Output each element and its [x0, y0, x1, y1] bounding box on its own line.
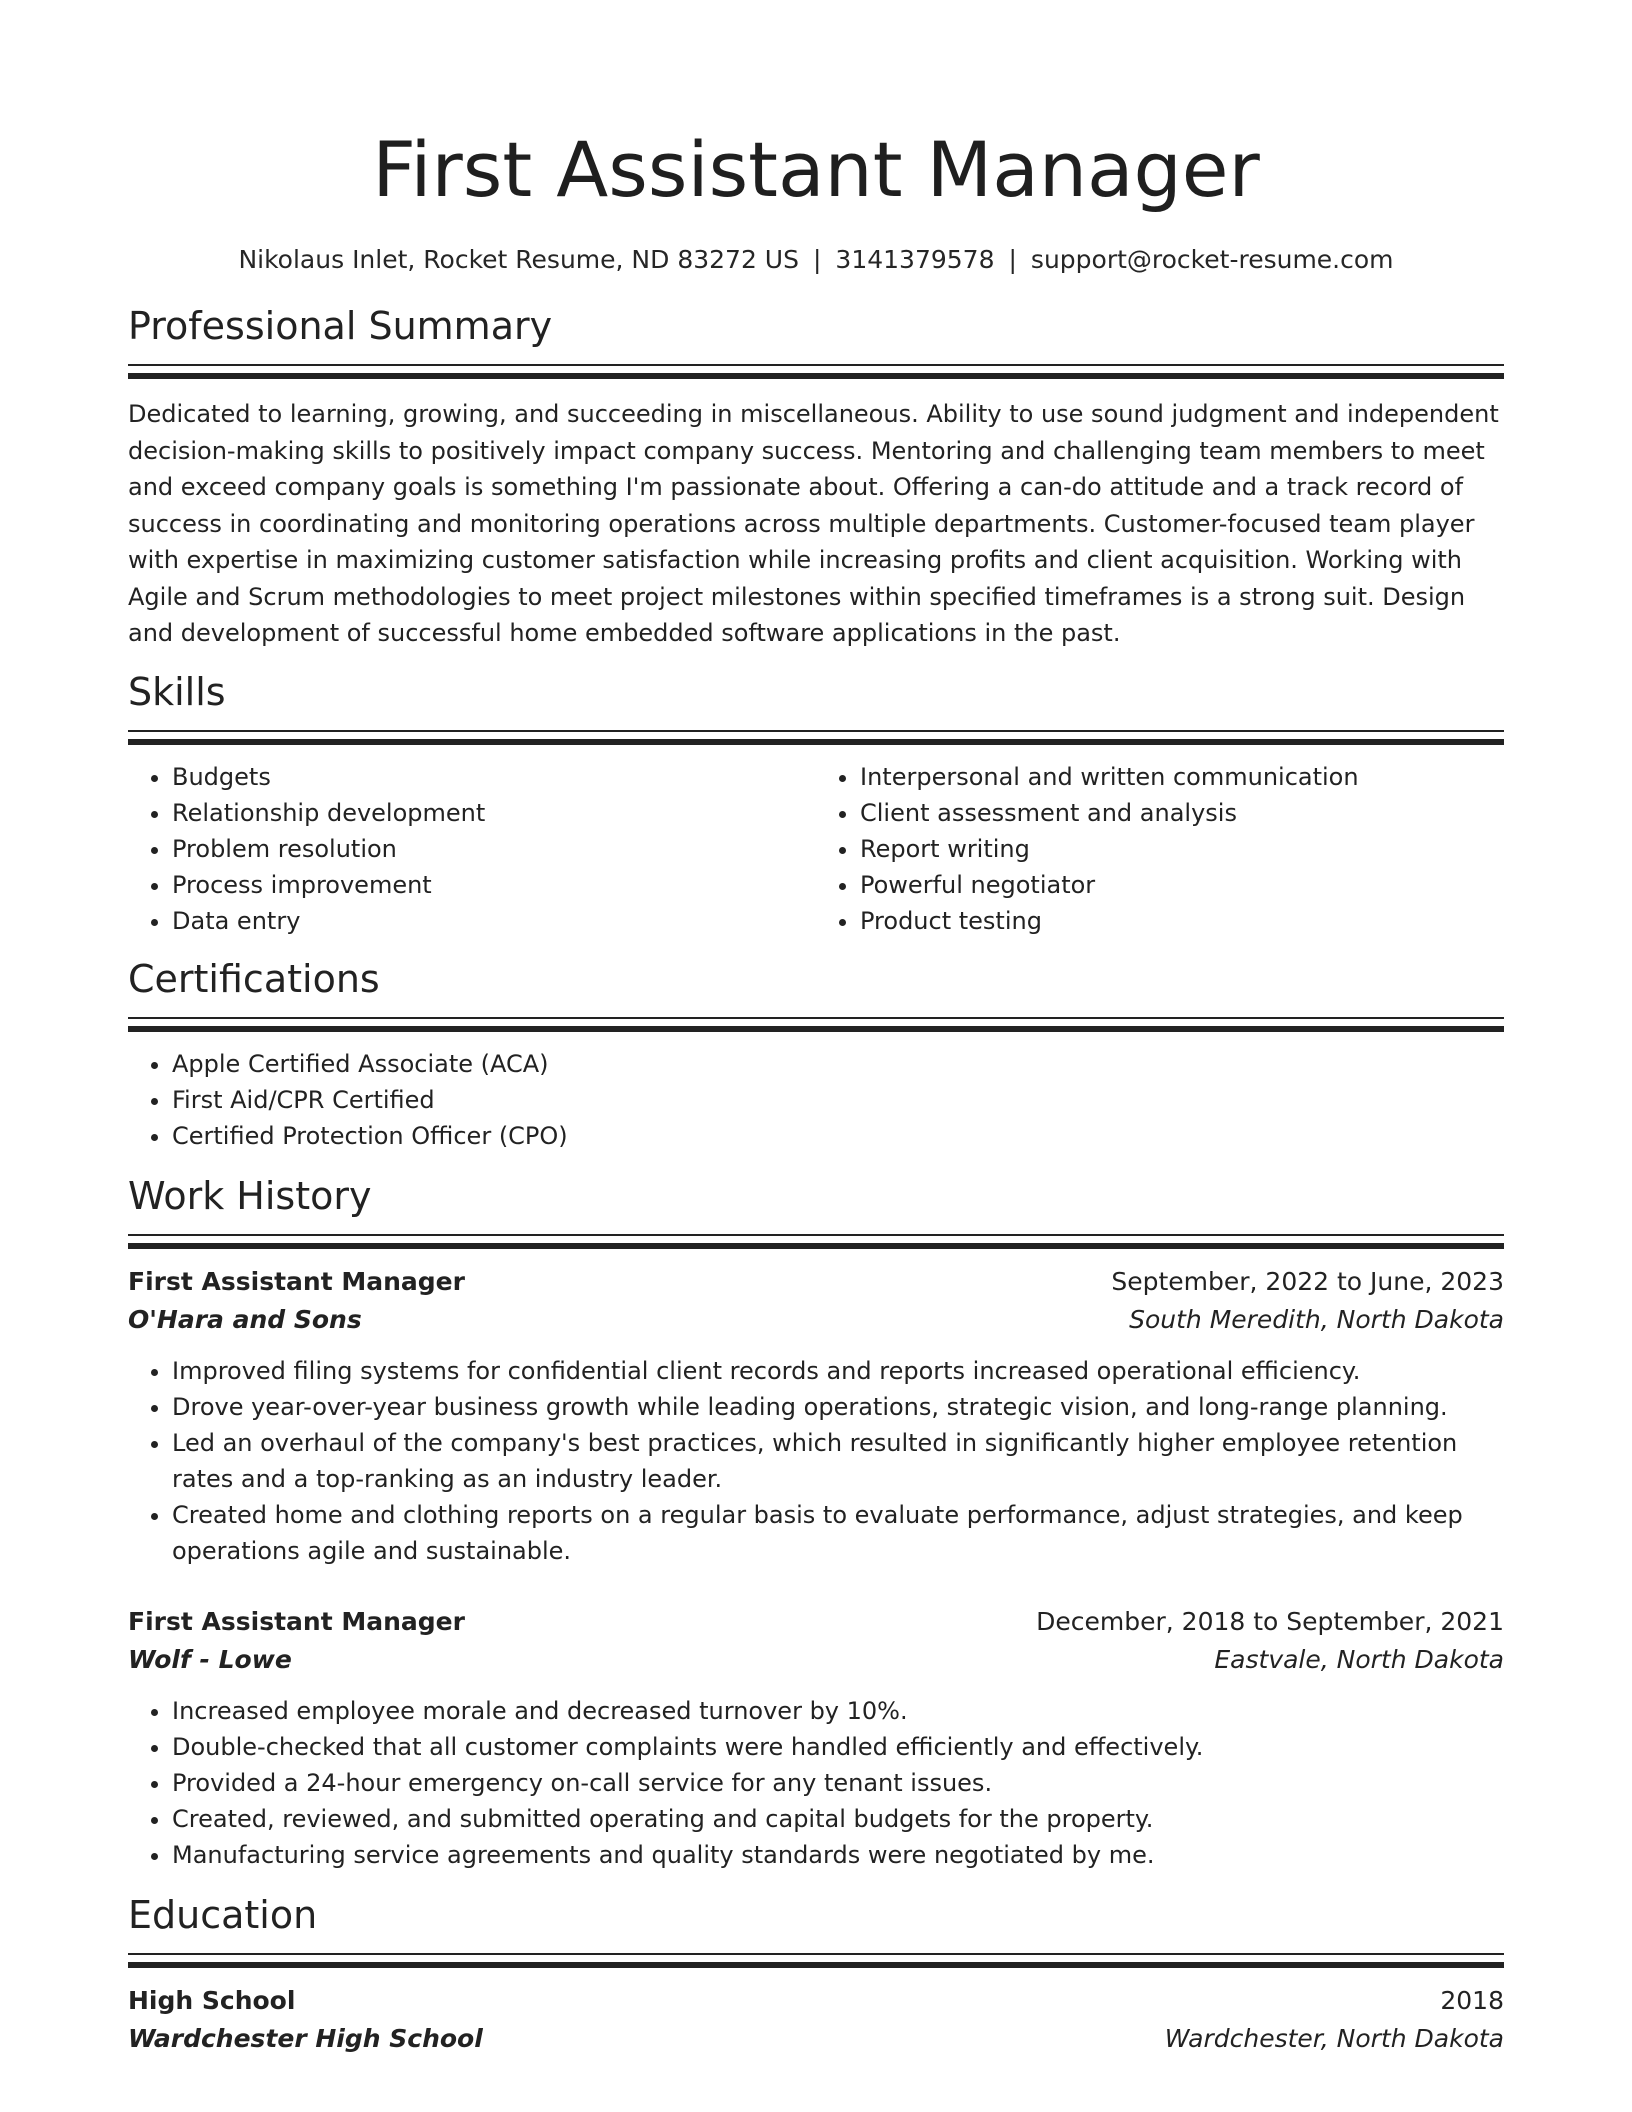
section-rule — [128, 1953, 1504, 1968]
certifications-section — [128, 955, 1504, 1154]
contact-phone: 3141379578 — [835, 245, 995, 274]
skill-item: • Process improvement — [172, 867, 816, 903]
work-heading: Work History — [128, 1173, 372, 1218]
section-rule — [128, 364, 1504, 379]
skills-heading: Skills — [128, 669, 226, 714]
job-subheader — [128, 1641, 1504, 1679]
job-bullet: • Provided a 24-hour emergency on-call service for any tenant issues. — [172, 1765, 1504, 1801]
education-school: Wardchester High School — [128, 2023, 483, 2053]
job-bullet: • Created, reviewed, and submitted operating and capital budgets for the property. — [172, 1801, 1504, 1837]
contact-separator: | — [1008, 245, 1017, 274]
certifications-heading: Certifications — [128, 956, 380, 1001]
certification-item: • First Aid/CPR Certified — [172, 1082, 1504, 1118]
education-subheader — [128, 2020, 1504, 2058]
job-location: South Meredith, North Dakota — [1129, 1304, 1504, 1334]
contact-separator: | — [812, 245, 822, 274]
job-company: O'Hara and Sons — [128, 1304, 362, 1334]
job-bullet: • Increased employee morale and decreased turnover by 10%. — [172, 1693, 1504, 1729]
job-entry — [128, 1603, 1504, 1873]
skills-list-right — [816, 759, 1504, 939]
job-bullet: • Drove year-over-year business growth while leading operations, strategic vision, and long-range planning. — [172, 1389, 1504, 1425]
resume-title: First Assistant Manager — [372, 125, 1260, 214]
skill-item: • Report writing — [860, 831, 1504, 867]
job-header — [128, 1603, 1504, 1641]
job-company: Wolf - Lowe — [128, 1644, 292, 1674]
skill-item: • Relationship development — [172, 795, 816, 831]
education-degree: High School — [128, 1985, 296, 2015]
job-dates: September, 2022 to June, 2023 — [1111, 1266, 1504, 1296]
job-bullet: • Led an overhaul of the company's best practices, which resulted in significantly higher employee retention rates and a top-ranking as an industry leader. — [172, 1425, 1504, 1497]
work-section — [128, 1172, 1504, 1873]
job-entry — [128, 1263, 1504, 1569]
job-role: First Assistant Manager — [128, 1266, 465, 1296]
job-role: First Assistant Manager — [128, 1606, 465, 1636]
job-location: Eastvale, North Dakota — [1214, 1644, 1504, 1674]
skill-item: • Data entry — [172, 903, 816, 939]
job-bullets — [128, 1693, 1504, 1873]
skills-section — [128, 668, 1504, 939]
job-bullet: • Double-checked that all customer complaints were handled efficiently and effectively. — [172, 1729, 1504, 1765]
education-heading: Education — [128, 1892, 318, 1937]
job-header — [128, 1263, 1504, 1301]
skill-item: • Product testing — [860, 903, 1504, 939]
certifications-list — [128, 1046, 1504, 1154]
summary-text: Dedicated to learning, growing, and succeeding in miscellaneous. Ability to use sound judgment and independent decision-making skills to positively impact company success. Mentoring and challenging team members to meet and exceed company goals is something I'm passionate about. Offering a can-do attitude and a track record of success in coordinating and monitoring operations across multiple departments. Customer-focused team player with expertise in maximizing customer satisfaction while increasing profits and client acquisition. Working with Agile and Scrum methodologies to meet project milestones within specified timeframes is a strong suit. Design and development of successful home embedded software applications in the past. — [128, 400, 1499, 647]
section-rule — [128, 1017, 1504, 1032]
job-dates: December, 2018 to September, 2021 — [1036, 1606, 1504, 1636]
education-header — [128, 1982, 1504, 2020]
job-subheader — [128, 1301, 1504, 1339]
skill-item: • Powerful negotiator — [860, 867, 1504, 903]
job-bullets — [128, 1353, 1504, 1569]
contact-line — [128, 242, 1504, 278]
skills-list-left — [128, 759, 816, 939]
job-bullet: • Improved filing systems for confidential client records and reports increased operational efficiency. — [172, 1353, 1504, 1389]
summary-section — [128, 302, 1504, 652]
section-rule — [128, 730, 1504, 745]
certification-item: • Certified Protection Officer (CPO) — [172, 1118, 1504, 1154]
contact-email: support@rocket-resume.com — [1030, 245, 1394, 274]
education-location: Wardchester, North Dakota — [1164, 2023, 1504, 2053]
job-bullet: • Manufacturing service agreements and quality standards were negotiated by me. — [172, 1837, 1504, 1873]
skill-item: • Interpersonal and written communication — [860, 759, 1504, 795]
skill-item: • Budgets — [172, 759, 816, 795]
skill-item: • Problem resolution — [172, 831, 816, 867]
summary-heading: Professional Summary — [128, 304, 553, 348]
education-entry — [128, 1982, 1504, 2058]
contact-address: Nikolaus Inlet, Rocket Resume, ND 83272 US — [238, 245, 799, 274]
certification-item: • Apple Certified Associate (ACA) — [172, 1046, 1504, 1082]
job-bullet: • Created home and clothing reports on a regular basis to evaluate performance, adjust strategies, and keep operations agile and sustainable. — [172, 1497, 1504, 1569]
skill-item: • Client assessment and analysis — [860, 795, 1504, 831]
section-rule — [128, 1234, 1504, 1249]
education-section — [128, 1891, 1504, 2058]
skills-columns — [128, 759, 1504, 939]
education-year: 2018 — [1440, 1985, 1504, 2015]
